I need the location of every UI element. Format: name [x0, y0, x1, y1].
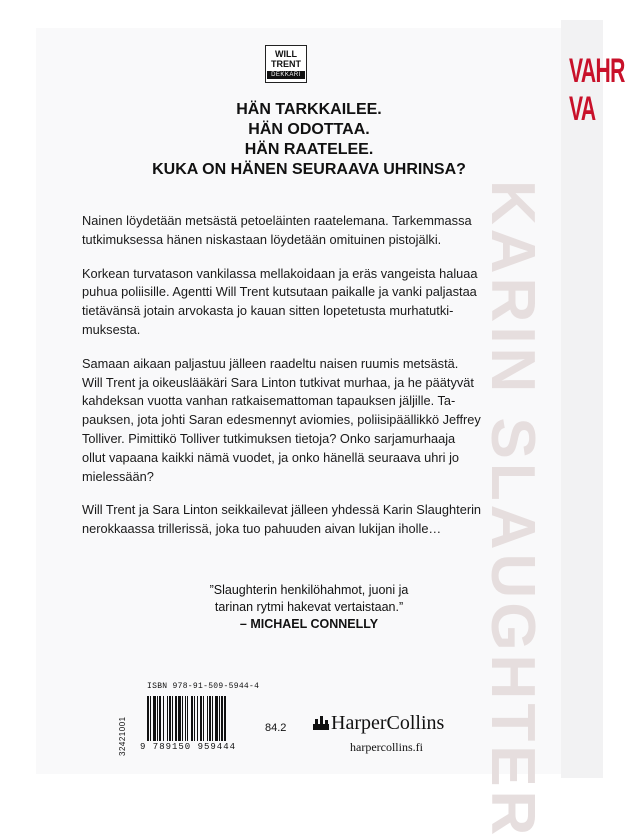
vertical-code: 32421001	[118, 716, 127, 756]
headline	[0, 100, 618, 180]
blurb-paragraph-1: Nainen löydetään metsästä petoeläinten raatelemana. Tarkemmassa tutkimuksessa hänen niskastaan löydetään omituinen pistojälki.	[82, 213, 472, 247]
series-logo	[265, 45, 307, 83]
series-logo-line1: WILL	[275, 49, 297, 59]
blurb-paragraph-3: Samaan aikaan paljastuu jälleen raadeltu naisen ruumis metsästä. Will Trent ja oikeuslääkäri Sara Linton tutkivat murhaa, ja he päätyvät kahdeksan vuotta vanhan ratkaisemattoman tapauksen jäljille. Tapauksen, jota johti Saran edesmennyt aviomies, poliisipäällikkö Jeffrey Tolliver. Pimittikö Tolliver tutkimuksen tietoja? Onko sarjamurhaaja ollut vapaana kaikki nämä vuodet, ja onko hänellä seuraava uhri jo mielessään?	[82, 355, 481, 484]
headline-line4: KUKA ON HÄNEN SEURAAVA UHRINSA?	[152, 161, 466, 178]
headline-line2: HÄN ODOTTAA.	[248, 121, 370, 138]
blurb	[82, 212, 482, 554]
publisher-name: HarperCollins	[331, 712, 445, 734]
spine-author: KARIN SLAUGHTER	[478, 180, 547, 839]
headline-line3: HÄN RAATELEE.	[244, 141, 374, 158]
quote-line2: tarinan rytmi hakevat vertaistaan.”	[214, 600, 404, 614]
publisher-url: harpercollins.fi	[350, 740, 423, 754]
series-logo-line2: TRENT	[271, 59, 301, 69]
barcode	[147, 696, 255, 741]
quote-source: – MICHAEL CONNELLY	[239, 617, 379, 631]
publisher-flame-icon	[313, 716, 329, 730]
blurb-paragraph-2: Korkean turvatason vankilassa mellakoidaan ja eräs vangeista haluaa puhua poliisille. Agentti Will Trent kutsutaan paikalle ja vanki paljastaa tietävänsä jotain arvokasta jo kauan sitten lopetetusta murhatutkimuksesta.	[82, 265, 478, 337]
publisher-logo	[313, 712, 444, 735]
spine-title-line1: VAHR	[569, 52, 625, 90]
headline-line1: HÄN TARKKAILEE.	[236, 101, 382, 118]
barcode-digits: 9 789150 959444	[140, 742, 237, 752]
review-quote	[0, 582, 618, 633]
isbn-text: ISBN 978-91-509-5944-4	[147, 682, 260, 691]
price-code: 84.2	[265, 722, 287, 734]
spine-title-line2: VA	[569, 90, 596, 128]
blurb-paragraph-4: Will Trent ja Sara Linton seikkailevat jälleen yhdessä Karin Slaughterin nerokkaassa trillerissä, joka tuo pahuuden aivan lukijan iholle…	[82, 502, 482, 537]
quote-line1: ”Slaughterin henkilöhahmot, juoni ja	[209, 583, 409, 597]
series-logo-line3: DEKKARI	[267, 71, 305, 79]
